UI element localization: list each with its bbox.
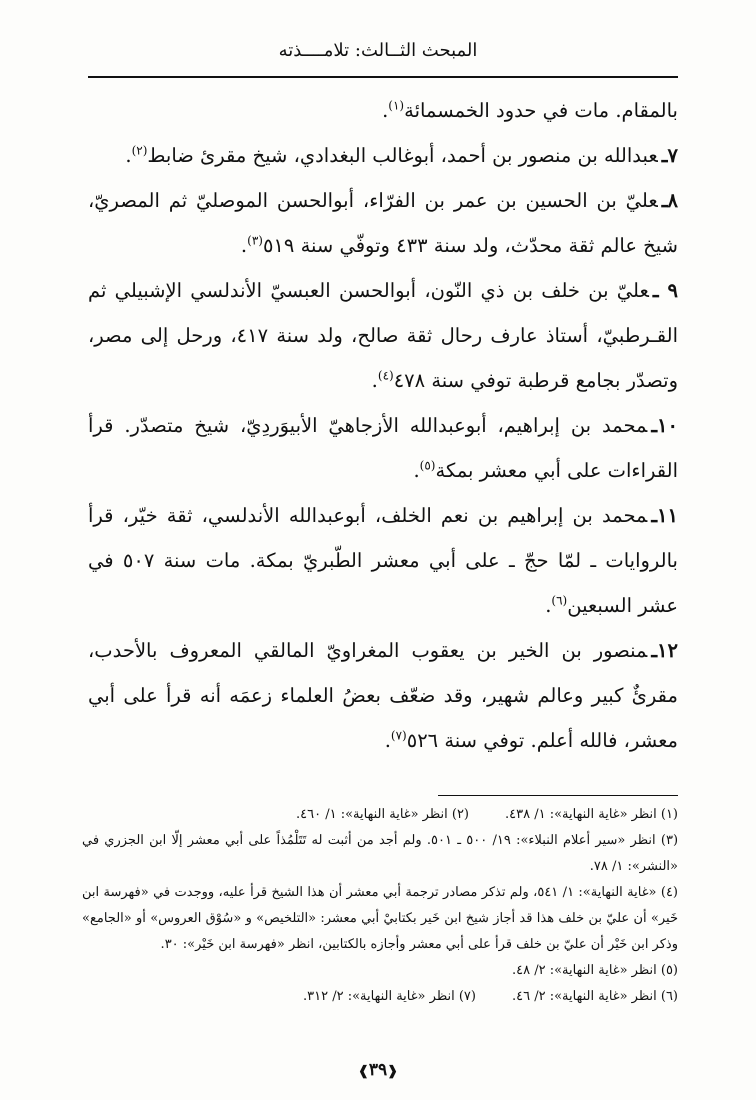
entry-number: ٨ـ	[661, 189, 678, 212]
student-entry-9	[88, 268, 678, 403]
student-entry-10	[88, 403, 678, 493]
footnote-ref: (٧)	[390, 728, 407, 743]
footnote-5: (٥) انظر «غاية النهاية»: ٢/ ٤٨.	[511, 963, 678, 978]
entry-number: ٩ ـ	[652, 279, 678, 302]
entry-tail: .	[545, 594, 552, 617]
entry-tail: .	[240, 234, 248, 257]
footnote-4: (٤) «غاية النهاية»: ١/ ٥٤١، ولم تذكر مصادر ترجمة أبي معشر أن هذا الشيخ قرأ عليه، ووجدت في «فهرسة ابن خَير» أن عليّ بن خلف هذا قد أجاز شيخ ابن خَير بكتابيْ أبي معشر: «التلخيص» و «سُوْق العروس» أو «الجامع» وذكر ابن خَيْر أن عليّ بن خلف قرأ على أبي معشر وأجازه بالكتابين، انظر «فهرسة ابن خَيْر»: ٣٠.	[82, 885, 678, 952]
footnote-row	[82, 984, 678, 1010]
ornament-left-icon: ❱	[357, 1064, 369, 1079]
entry-tail: .	[371, 369, 378, 392]
footnote-7: (٧) انظر «غاية النهاية»: ٢/ ٣١٢.	[302, 989, 476, 1004]
entry-text: محمد بن إبراهيم، أبوعبدالله الأزجاهيّ الأبيوَردِيّ، شيخ متصدّر. قرأ القراءات على أبي معشر بمكة	[88, 414, 678, 482]
entry-text: عليّ بن خلف بن ذي النّون، أبوالحسن العبسيّ الأندلسي الإشبيلي ثم القـرطبيّ، أستاذ عارف رحال ثقة صالح، ولد سنة ٤١٧، ورحل إلى مصر، وتصدّر بجامع قرطبة توفي سنة ٤٧٨	[88, 279, 678, 392]
entry-tail: .	[384, 729, 391, 752]
student-entry-7	[88, 133, 678, 178]
entry-text: محمد بن إبراهيم بن نعم الخلف، أبوعبدالله الأندلسي، ثقة خيّر، قرأ بالروايات ـ لمّا حجّ ـ على أبي معشر الطّبريّ بمكة. مات سنة ٥٠٧ في عشر السبعين	[88, 504, 678, 617]
entry-number: ١١ـ	[651, 504, 678, 527]
footnote-ref: (٥)	[419, 458, 436, 473]
page-number	[0, 1060, 756, 1080]
footnote-ref: (٤)	[377, 368, 394, 383]
paragraph-tail: .	[382, 99, 389, 122]
entry-tail: .	[125, 144, 132, 167]
footnote-ref: (٣)	[247, 233, 263, 248]
footnote-3: (٣) انظر «سير أعلام النبلاء»: ١٩/ ٥٠٠ ـ ٥٠١. ولم أجد من أثبت له تَتَلْمُذاً على أبي معشر إلّا ابن الجزري في «النشر»: ١/ ٧٨.	[82, 833, 679, 874]
paragraph-continuation	[88, 88, 678, 133]
entry-number: ٧ـ	[661, 144, 678, 167]
main-text	[88, 88, 678, 763]
entry-number: ١٢ـ	[651, 639, 678, 662]
entry-text: عبدالله بن منصور بن أحمد، أبوغالب البغدادي، شيخ مقرئ ضابط	[147, 144, 658, 167]
header-rule	[88, 76, 678, 78]
footnote-ref: (٦)	[551, 593, 568, 608]
footnote-ref: (٢)	[131, 143, 148, 158]
entry-number: ١٠ـ	[651, 414, 678, 437]
footnote-row	[82, 802, 678, 828]
footnote-2: (٢) انظر «غاية النهاية»: ١/ ٤٦٠.	[296, 807, 469, 822]
student-entry-8	[88, 178, 678, 268]
paragraph-text: بالمقام. مات في حدود الخمسمائة	[404, 99, 678, 122]
footnote-rule	[438, 795, 678, 796]
entry-text: عليّ بن الحسين بن عمر بن الفرّاء، أبوالحسن الموصليّ ثم المصريّ، شيخ عالم ثقة محدّث، ولد سنة ٤٣٣ وتوفّي سنة ٥١٩	[88, 189, 678, 257]
entry-text: منصور بن الخير بن يعقوب المغراويّ المالقي المعروف بالأحدب، مقرئٌ كبير وعالم شهير، وقد ضعّف بعضُ العلماء زعمَه أنه قرأ على أبي معشر، فالله أعلم. توفي سنة ٥٢٦	[88, 639, 678, 752]
page-number-text: ٣٩	[368, 1060, 388, 1080]
student-entry-12	[88, 628, 678, 763]
student-entry-11	[88, 493, 678, 628]
entry-tail: .	[413, 459, 420, 482]
ornament-right-icon: ❰	[387, 1064, 399, 1079]
running-header: المبحث الثــالث: تلامــــذته	[278, 40, 478, 61]
footnote-6: (٦) انظر «غاية النهاية»: ٢/ ٤٦.	[511, 989, 678, 1004]
footnote-1: (١) انظر «غاية النهاية»: ١/ ٤٣٨.	[505, 807, 678, 822]
footnotes	[82, 802, 678, 1010]
footnote-ref: (١)	[388, 98, 405, 113]
